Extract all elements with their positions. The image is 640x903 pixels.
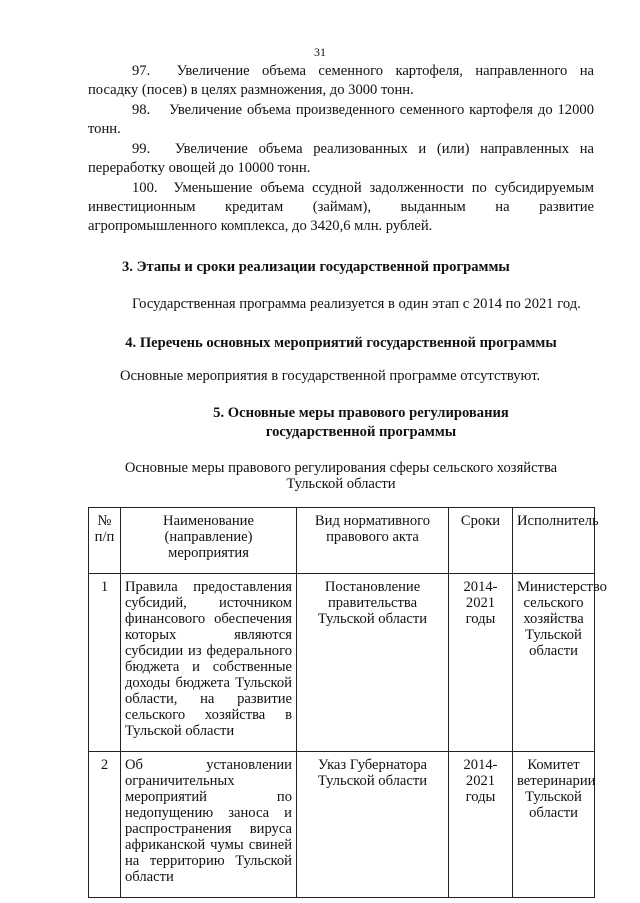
table-caption-line-2: Тульской области	[286, 476, 396, 492]
list-item-number: 99.	[132, 141, 151, 157]
list-item	[88, 62, 594, 100]
table-row	[89, 574, 595, 752]
cell-act: Указ Губернатора Тульской области	[297, 752, 449, 898]
cell-name: Правила предоставления субсидий, источником финансового обеспечения которых являются субсидии из федерального бюджета и собственные доходы бюджета Тульской области, на развитие сельского хозяйства в Тульской области	[121, 574, 297, 752]
cell-term: 2014-2021 годы	[449, 574, 513, 752]
cell-executor: Министерство сельского хозяйства Тульской области	[513, 574, 595, 752]
table-header-row	[89, 508, 595, 574]
numbered-list	[88, 62, 594, 236]
list-item-number: 98.	[132, 102, 151, 118]
cell-executor: Комитет ветеринарии Тульской области	[513, 752, 595, 898]
cell-term: 2014-2021 годы	[449, 752, 513, 898]
col-header-number: № п/п	[89, 508, 121, 574]
cell-act: Постановление правительства Тульской области	[297, 574, 449, 752]
section-5-title	[88, 404, 594, 442]
page-number: 31	[314, 45, 326, 59]
section-3-title: 3. Этапы и сроки реализации государственной программы	[122, 259, 510, 275]
list-item-text: Увеличение объема реализованных и (или) направленных на переработку овощей до 10000 тонн.	[88, 141, 594, 176]
list-item-text: Уменьшение объема ссудной задолженности по субсидируемым инвестиционным кредитам (займам), выданным на развитие агропромышленного комплекса, до 3420,6 млн. рублей.	[88, 180, 594, 234]
col-header-act: Вид нормативного правового акта	[297, 508, 449, 574]
section-4-text: Основные мероприятия в государственной программе отсутствуют.	[120, 368, 541, 384]
table-caption-line-1: Основные меры правового регулирования сферы сельского хозяйства	[124, 460, 558, 476]
section-4-title: 4. Перечень основных мероприятий государственной программы	[125, 335, 557, 351]
col-header-term: Сроки	[449, 508, 513, 574]
list-item	[88, 140, 594, 178]
list-item	[88, 179, 594, 236]
col-header-name: Наименование (направление) мероприятия	[121, 508, 297, 574]
section-5-title-line-1: 5. Основные меры правового регулирования	[213, 405, 509, 421]
cell-number: 1	[89, 574, 121, 752]
list-item	[88, 101, 594, 139]
section-5-title-line-2: государственной программы	[265, 424, 457, 440]
list-item-number: 100.	[132, 180, 158, 196]
list-item-text: Увеличение объема семенного картофеля, направленного на посадку (посев) в целях размножения, до 3000 тонн.	[88, 63, 594, 98]
section-3-text: Государственная программа реализуется в один этап с 2014 по 2021 год.	[132, 296, 581, 312]
table-row	[89, 752, 595, 898]
table-caption	[88, 460, 594, 492]
cell-number: 2	[89, 752, 121, 898]
list-item-number: 97.	[132, 63, 151, 79]
col-header-executor: Исполнитель	[513, 508, 595, 574]
list-item-text: Увеличение объема произведенного семенного картофеля до 12000 тонн.	[88, 102, 594, 137]
cell-name: Об установлении ограничительных мероприятий по недопущению заноса и распространения вируса африканской чумы свиней на территорию Тульской области	[121, 752, 297, 898]
regulation-table	[88, 507, 607, 898]
document-body	[88, 62, 607, 898]
